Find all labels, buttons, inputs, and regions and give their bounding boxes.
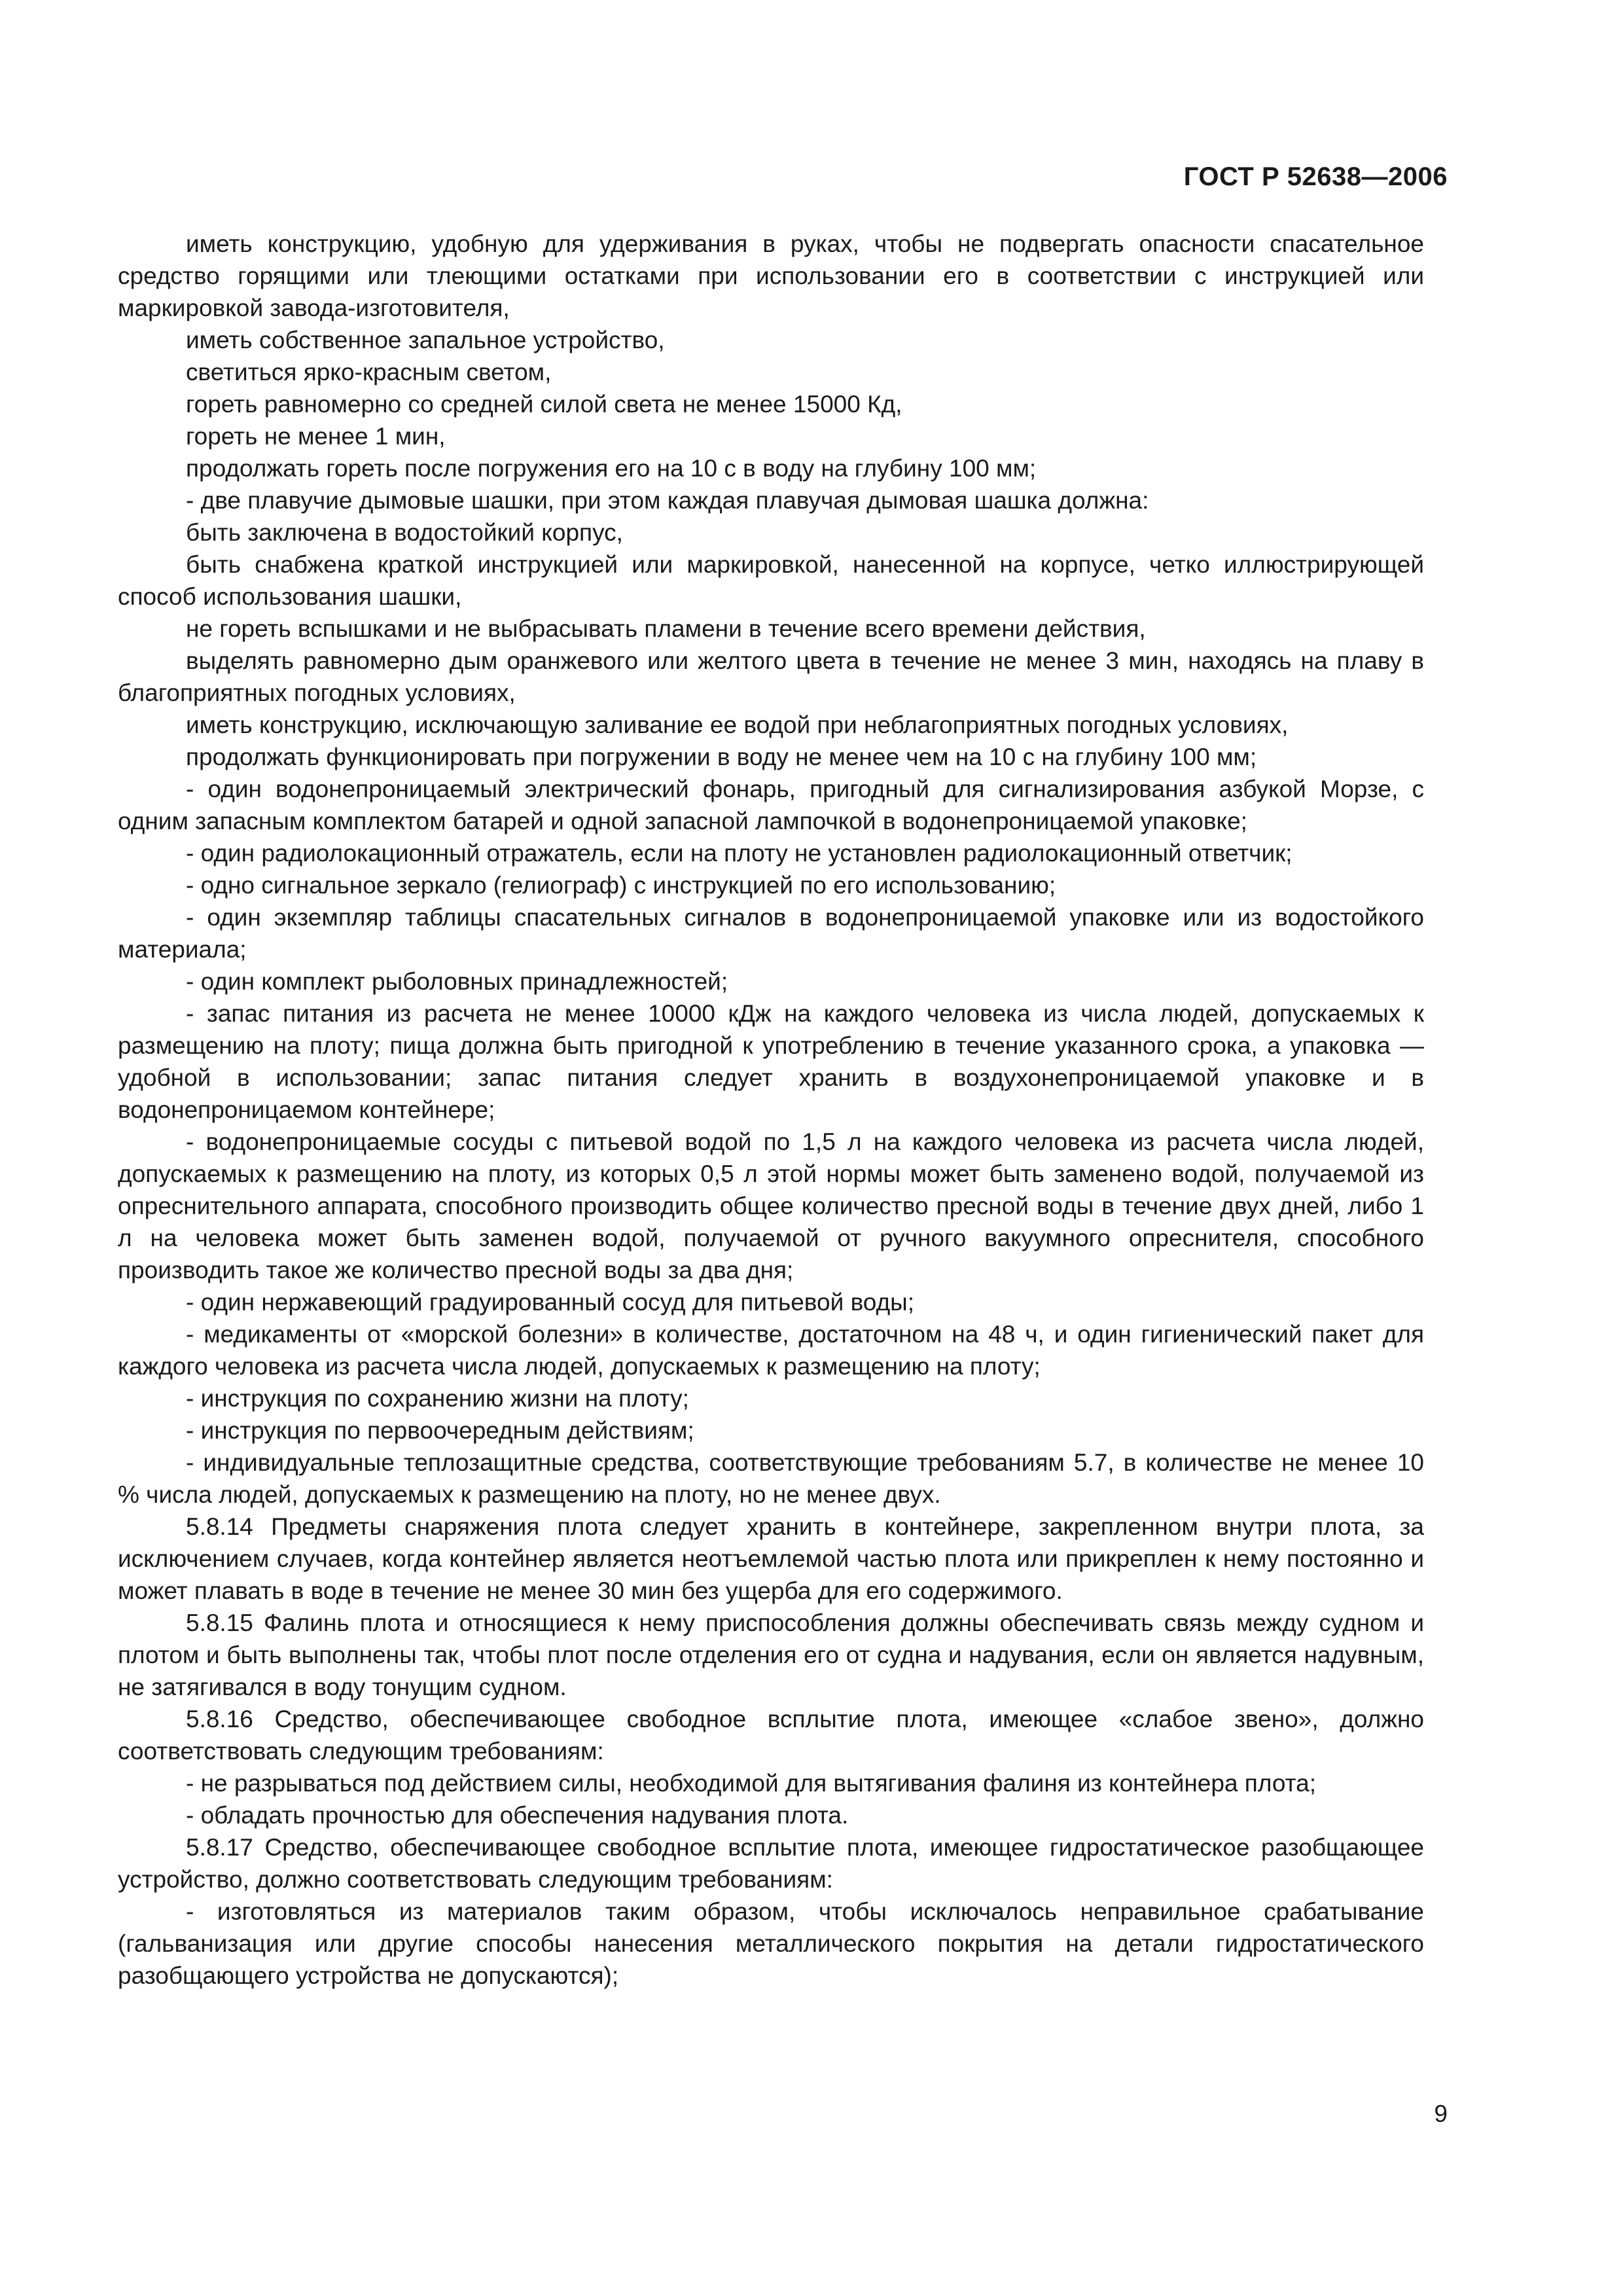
document-body: [118, 228, 1424, 1992]
list-item: - один экземпляр таблицы спасательных сигналов в водонепроницаемой упаковке или из водостойкого материала;: [118, 904, 1424, 963]
clause-5-8-15: 5.8.15 Фалинь плота и относящиеся к нему приспособления должны обеспечивать связь между судном и плотом и быть выполнены так, чтобы плот после отделения его от судна и надувания, если он является надувным, не затягивался в воду тонущим судном.: [118, 1609, 1424, 1700]
list-item: - один водонепроницаемый электрический фонарь, пригодный для сигнализирования азбукой Морзе, с одним запасным комплектом батарей и одной запасной лампочкой в водонепроницаемой упаковке;: [118, 776, 1424, 834]
list-item: - обладать прочностью для обеспечения надувания плота.: [186, 1802, 849, 1829]
clause-5-8-14: 5.8.14 Предметы снаряжения плота следует хранить в контейнере, закрепленном внутри плота, за исключением случаев, когда контейнер является неотъемлемой частью плота или прикреплен к нему постоянно и может плавать в воде в течение не менее 30 мин без ущерба для его содержимого.: [118, 1513, 1424, 1604]
paragraph: иметь собственное запальное устройство,: [186, 327, 665, 353]
list-item: - две плавучие дымовые шашки, при этом каждая плавучая дымовая шашка должна:: [186, 487, 1149, 514]
paragraph: продолжать функционировать при погружении в воду не менее чем на 10 с на глубину 100 мм;: [186, 744, 1257, 770]
list-item: - изготовляться из материалов таким образом, чтобы исключалось неправильное срабатывание (гальванизация или другие способы нанесения металлического покрытия на детали гидростатического разобщающего устройства не допускаются);: [118, 1898, 1424, 1989]
list-item: - одно сигнальное зеркало (гелиограф) с инструкцией по его использованию;: [186, 872, 1056, 899]
paragraph: выделять равномерно дым оранжевого или желтого цвета в течение не менее 3 мин, находясь на плаву в благоприятных погодных условиях,: [118, 647, 1424, 706]
list-item: - индивидуальные теплозащитные средства, соответствующие требованиям 5.7, в количестве не менее 10 % числа людей, допускаемых к размещению на плоту, но не менее двух.: [118, 1449, 1424, 1508]
list-item: - один нержавеющий градуированный сосуд для питьевой воды;: [186, 1289, 915, 1316]
list-item: - запас питания из расчета не менее 10000 кДж на каждого человека из числа людей, допускаемых к размещению на плоту; пища должна быть пригодной к употреблению в течение указанного срока, а упаковка — удобной в использовании; запас питания следует хранить в воздухонепроницаемой упаковке и в водонепроницаемом контейнере;: [118, 1000, 1424, 1123]
paragraph: светиться ярко-красным светом,: [186, 359, 552, 386]
paragraph: иметь конструкцию, исключающую заливание ее водой при неблагоприятных погодных условиях,: [186, 711, 1289, 738]
paragraph: продолжать гореть после погружения его на 10 с в воду на глубину 100 мм;: [186, 455, 1037, 482]
document-code-header: ГОСТ Р 52638—2006: [1183, 162, 1448, 191]
list-item: - один радиолокационный отражатель, если на плоту не установлен радиолокационный ответчик;: [186, 840, 1293, 867]
paragraph: быть снабжена краткой инструкцией или маркировкой, нанесенной на корпусе, четко иллюстрирующей способ использования шашки,: [118, 551, 1424, 610]
page-number: 9: [1434, 2100, 1448, 2127]
list-item: - один комплект рыболовных принадлежностей;: [186, 968, 728, 995]
list-item: - инструкция по сохранению жизни на плоту;: [186, 1385, 689, 1412]
list-item: - водонепроницаемые сосуды с питьевой водой по 1,5 л на каждого человека из расчета числа людей, допускаемых к размещению на плоту, из которых 0,5 л этой нормы может быть заменено водой, получаемой из опреснительного аппарата, способного производить общее количество пресной воды в течение двух дней, либо 1 л на человека может быть заменен водой, получаемой от ручного вакуумного опреснителя, способного производить такое же количество пресной воды за два дня;: [118, 1128, 1424, 1283]
list-item: - медикаменты от «морской болезни» в количестве, достаточном на 48 ч, и один гигиенический пакет для каждого человека из расчета числа людей, допускаемых к размещению на плоту;: [118, 1321, 1424, 1380]
clause-5-8-16: 5.8.16 Средство, обеспечивающее свободное всплытие плота, имеющее «слабое звено», должно соответствовать следующим требованиям:: [118, 1706, 1424, 1765]
clause-5-8-17: 5.8.17 Средство, обеспечивающее свободное всплытие плота, имеющее гидростатическое разобщающее устройство, должно соответствовать следующим требованиям:: [118, 1834, 1424, 1893]
paragraph: иметь конструкцию, удобную для удерживания в руках, чтобы не подвергать опасности спасательное средство горящими или тлеющими остатками при использовании его в соответствии с инструкцией или маркировкой завода-изготовителя,: [118, 230, 1424, 321]
list-item: - инструкция по первоочередным действиям;: [186, 1417, 694, 1444]
paragraph: гореть не менее 1 мин,: [186, 423, 446, 450]
list-item: - не разрываться под действием силы, необходимой для вытягивания фалиня из контейнера плота;: [186, 1770, 1317, 1797]
paragraph: не гореть вспышками и не выбрасывать пламени в течение всего времени действия,: [186, 615, 1146, 642]
paragraph: быть заключена в водостойкий корпус,: [186, 519, 623, 546]
paragraph: гореть равномерно со средней силой света не менее 15000 Кд,: [186, 391, 902, 418]
